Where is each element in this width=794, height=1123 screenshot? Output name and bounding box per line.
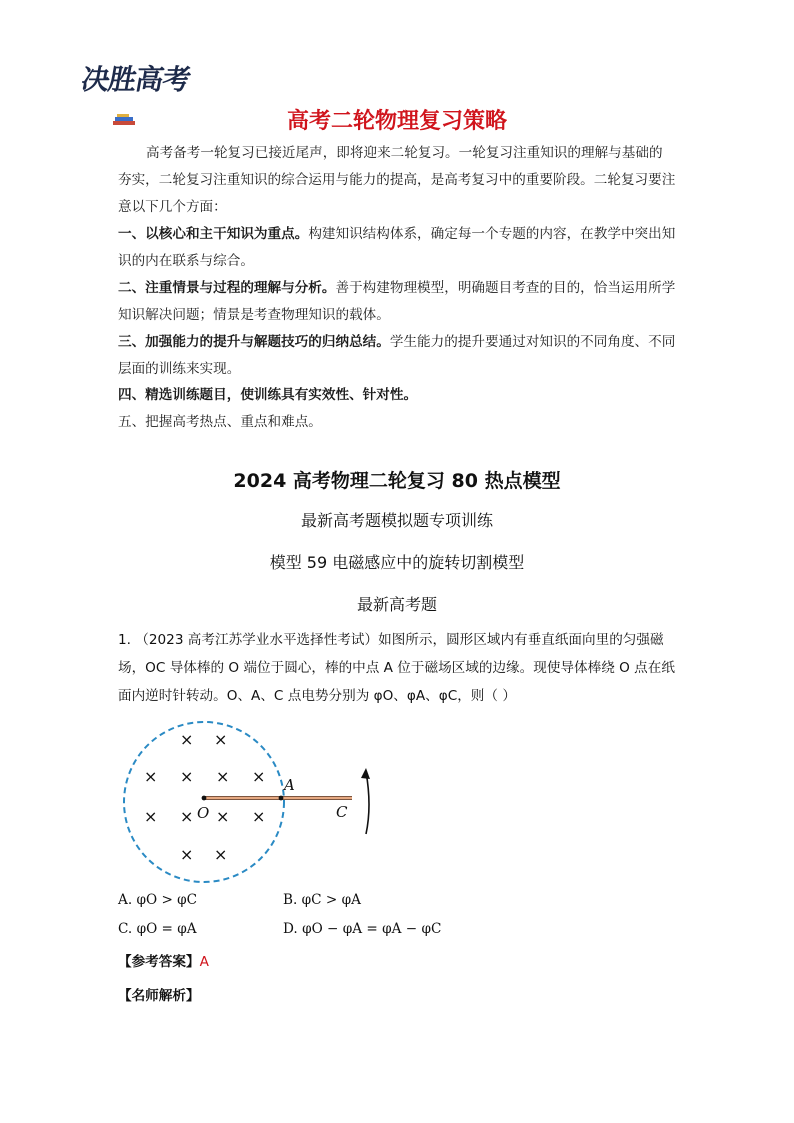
field-cross: × [144, 767, 158, 786]
point-3-bold: 三、加强能力的提升与解题技巧的归纳总结。 [118, 334, 390, 350]
intro-paragraph: 高考备考一轮复习已接近尾声，即将迎来二轮复习。一轮复习注重知识的理解与基础的夯实，二轮复习注重知识的综合运用与能力的提高，是高考复习中的重要阶段。二轮复习要注意以下几个方面： [118, 145, 676, 215]
option-a[interactable] [118, 892, 197, 908]
field-cross: × [180, 767, 194, 786]
point-2-bold: 二、注重情景与过程的理解与分析。 [118, 280, 336, 296]
point-a-dot [279, 796, 284, 801]
point-1 [118, 221, 676, 275]
field-cross: × [214, 730, 228, 749]
point-5-text: 五、把握高考热点、重点和难点。 [118, 414, 322, 430]
option-d[interactable] [283, 921, 441, 937]
logo-text: 决胜高考 [78, 63, 193, 96]
section-subtitle: 最新高考题模拟题专项训练 [300, 511, 493, 530]
field-cross: × [180, 845, 194, 864]
field-cross: × [144, 807, 158, 826]
field-cross: × [252, 767, 266, 786]
rotation-arrow-icon [366, 772, 369, 834]
field-cross: × [216, 767, 230, 786]
option-b[interactable] [283, 892, 361, 908]
point-2 [118, 275, 676, 329]
point-1-bold: 一、以核心和主干知识为重点。 [118, 226, 309, 242]
answer-line [118, 950, 209, 970]
field-cross: × [252, 807, 266, 826]
point-4-bold: 四、精选训练题目，使训练具有实效性、针对性。 [118, 387, 418, 403]
label-c: C [336, 803, 348, 821]
field-cross: × [216, 807, 230, 826]
answer-value: A [199, 954, 209, 970]
point-3 [118, 329, 676, 383]
point-5 [118, 409, 676, 436]
magnetic-field-diagram [118, 716, 398, 888]
option-d-letter: D. [283, 921, 298, 937]
label-a: A [284, 776, 295, 794]
point-o-dot [202, 796, 207, 801]
point-1-text: 构建知识结构体系，确定每一个专题的内容，在教学中突出知识的内在联系与综合。 [118, 226, 676, 269]
answer-label: 【参考答案】 [118, 954, 200, 970]
option-c-expr: φO = φA [136, 921, 197, 937]
option-a-letter: A. [118, 892, 133, 908]
field-cross: × [214, 845, 228, 864]
model-title: 模型 59 电磁感应中的旋转切割模型 [269, 553, 525, 572]
label-o: O [197, 804, 210, 822]
point-2-text: 善于构建物理模型，明确题目考查的目的，恰当运用所学知识解决问题；情景是考查物理知识的载体。 [118, 280, 676, 323]
section-title: 2024 高考物理二轮复习 80 热点模型 [233, 470, 561, 492]
point-3-text: 学生能力的提升要通过对知识的不同角度、不同层面的训练来实现。 [118, 334, 676, 377]
page-title: 高考二轮物理复习策略 [286, 109, 507, 134]
arrow-head-icon [361, 768, 370, 779]
option-c[interactable] [118, 921, 197, 937]
point-4 [118, 382, 676, 409]
field-cross: × [180, 807, 194, 826]
option-c-letter: C. [118, 921, 133, 937]
field-boundary-circle [124, 722, 284, 882]
part-title: 最新高考题 [356, 595, 437, 614]
analysis-label: 【名师解析】 [118, 988, 200, 1004]
option-b-expr: φC > φA [301, 892, 361, 908]
option-b-letter: B. [283, 892, 298, 908]
question-text: 1. （2023 高考江苏学业水平选择性考试）如图所示，圆形区域内有垂直纸面向里的匀强磁场，OC 导体棒的 O 端位于圆心，棒的中点 A 位于磁场区域的边缘。现使导体棒绕 O 点在纸面内逆时针转动。O、A、C 点电势分别为 φO、φA、φC，则（ ） [118, 632, 675, 704]
option-d-expr: φO − φA = φA − φC [302, 921, 442, 937]
option-a-expr: φO > φC [136, 892, 198, 908]
field-cross: × [180, 730, 194, 749]
